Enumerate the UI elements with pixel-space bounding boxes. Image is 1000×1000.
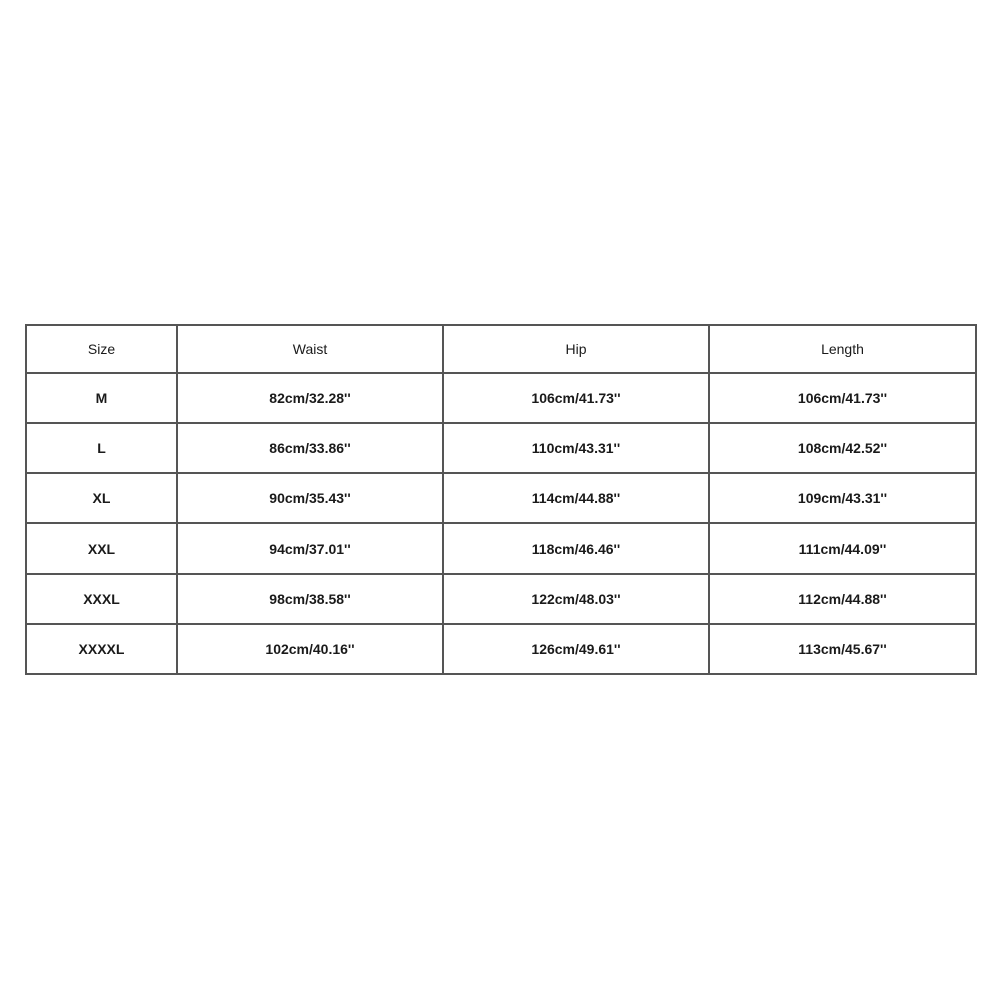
size-cell: M: [26, 373, 177, 423]
size-cell: XXXL: [26, 574, 177, 624]
size-cell: XXXXL: [26, 624, 177, 674]
size-chart-table: [25, 324, 977, 675]
table-row: [26, 574, 976, 624]
hip-cell: 114cm/44.88'': [443, 473, 709, 523]
table-row: [26, 473, 976, 523]
length-cell: 111cm/44.09'': [709, 523, 976, 573]
table-row: [26, 523, 976, 573]
size-cell: XL: [26, 473, 177, 523]
hip-cell: 106cm/41.73'': [443, 373, 709, 423]
length-cell: 109cm/43.31'': [709, 473, 976, 523]
length-cell: 106cm/41.73'': [709, 373, 976, 423]
waist-cell: 102cm/40.16'': [177, 624, 443, 674]
length-cell: 113cm/45.67'': [709, 624, 976, 674]
header-hip: Hip: [443, 325, 709, 373]
waist-cell: 90cm/35.43'': [177, 473, 443, 523]
length-cell: 112cm/44.88'': [709, 574, 976, 624]
length-cell: 108cm/42.52'': [709, 423, 976, 473]
waist-cell: 98cm/38.58'': [177, 574, 443, 624]
hip-cell: 110cm/43.31'': [443, 423, 709, 473]
table-row: [26, 624, 976, 674]
header-length: Length: [709, 325, 976, 373]
waist-cell: 86cm/33.86'': [177, 423, 443, 473]
hip-cell: 122cm/48.03'': [443, 574, 709, 624]
header-row: [26, 325, 976, 373]
hip-cell: 118cm/46.46'': [443, 523, 709, 573]
waist-cell: 82cm/32.28'': [177, 373, 443, 423]
hip-cell: 126cm/49.61'': [443, 624, 709, 674]
size-cell: L: [26, 423, 177, 473]
waist-cell: 94cm/37.01'': [177, 523, 443, 573]
size-cell: XXL: [26, 523, 177, 573]
header-waist: Waist: [177, 325, 443, 373]
header-size: Size: [26, 325, 177, 373]
table-row: [26, 423, 976, 473]
table-row: [26, 373, 976, 423]
